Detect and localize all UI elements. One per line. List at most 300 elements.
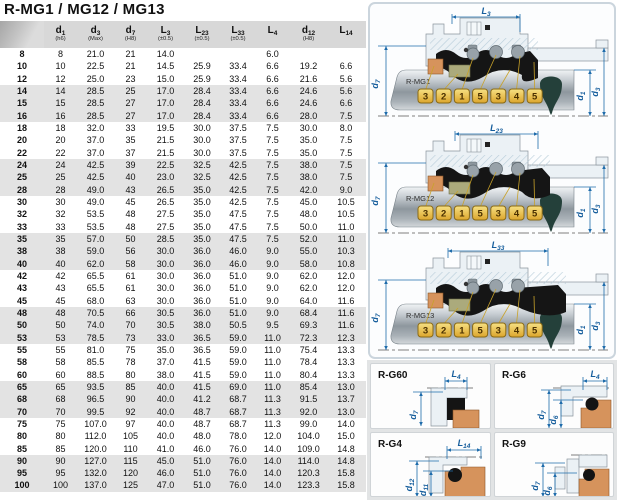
cell-L33: 37.5: [229, 122, 247, 133]
callout-badge: [491, 323, 506, 337]
cell-L23: [184, 48, 220, 60]
cell-L3: 23.0: [156, 172, 175, 183]
cell-d3: 127.0: [84, 455, 107, 466]
cell-d1: 75: [55, 418, 66, 429]
cell-L33: 78.0: [229, 431, 247, 442]
table-row: [0, 282, 366, 294]
cell-d12: 62.0: [299, 270, 318, 281]
cell-L33: 42.5: [229, 159, 247, 170]
cell-size: 40: [16, 258, 27, 269]
cell-L14: 14.0: [337, 418, 355, 429]
cell-L14: 11.6: [337, 307, 355, 318]
cell-d7: 66: [125, 307, 136, 318]
cell-L3: 14.0: [156, 49, 175, 59]
cell-size: 14: [16, 85, 27, 96]
cell-L14: 7.5: [339, 135, 353, 146]
cell-d7: 110: [123, 443, 138, 454]
cell-d12: 85.4: [299, 381, 318, 392]
cell-d1: 80: [55, 431, 66, 442]
cell-L4: 7.5: [266, 221, 279, 232]
cell-L4: 11.0: [264, 381, 281, 392]
table-row: [0, 48, 366, 60]
cell-L4: 7.5: [266, 184, 279, 195]
cell-L23: 30.0: [193, 135, 211, 146]
cell-d3: 93.5: [86, 381, 105, 392]
cell-L33: 33.4: [229, 61, 247, 72]
dim-label-left: $d_{11}$: [418, 483, 430, 496]
cell-L3: 40.0: [156, 394, 175, 405]
table-row: [0, 196, 366, 208]
cell-L33: 46.0: [229, 246, 247, 257]
cell-L33: 69.0: [229, 381, 247, 392]
cell-d1: 25: [55, 172, 66, 183]
dim-label-d3: $d_3$: [590, 204, 602, 214]
cell-L4: 14.0: [263, 443, 282, 454]
callout-badge: [436, 206, 451, 220]
cell-L33: 76.0: [229, 480, 247, 491]
table-row: [0, 147, 366, 159]
cell-d1: 58: [55, 357, 66, 368]
cell-L14: 13.7: [337, 394, 355, 405]
cell-d12: 28.0: [299, 110, 318, 121]
cell-L3: 40.0: [156, 381, 175, 392]
cell-d3: 49.0: [86, 196, 105, 207]
cell-L4: 12.0: [263, 431, 282, 442]
cell-d12: 30.0: [299, 122, 318, 133]
detail-card-R-G9: [494, 432, 615, 498]
cell-L4: 7.5: [266, 196, 279, 207]
cell-d7: 58: [125, 258, 136, 269]
svg-text:1: 1: [459, 208, 465, 220]
table-row: [0, 406, 366, 418]
table-corner-cell: [0, 21, 44, 48]
cell-size: 43: [16, 283, 27, 294]
table-row: [0, 208, 366, 220]
cell-size: 35: [16, 233, 27, 244]
cell-L14: 10.5: [337, 196, 355, 207]
col-header-L4: $L_4$: [267, 25, 278, 37]
cell-L23: 36.0: [193, 246, 211, 257]
cell-d3: 28.5: [86, 98, 105, 109]
callout-badge: [527, 89, 542, 103]
svg-text:3: 3: [422, 325, 429, 337]
cell-size: 10: [16, 61, 27, 72]
table-row: [0, 258, 366, 270]
cell-size: 95: [16, 468, 27, 479]
cell-L23: 36.5: [193, 344, 211, 355]
cell-d12: 120.3: [297, 468, 320, 479]
cell-size: 55: [16, 344, 27, 355]
cell-L4: 6.0: [266, 49, 279, 59]
cell-d1: 28: [55, 184, 66, 195]
cell-L14: 10.8: [337, 258, 355, 269]
cell-L33: 33.4: [229, 98, 247, 109]
cell-d12: 35.0: [299, 135, 318, 146]
cell-L23: 28.4: [193, 85, 211, 96]
callout-badge: [454, 206, 469, 220]
cell-d3: 81.0: [86, 344, 105, 355]
cell-L4: 9.0: [266, 307, 279, 318]
cell-L23: 36.0: [193, 307, 211, 318]
callout-badge: [436, 323, 451, 337]
table-row: [0, 97, 366, 109]
table-row: [0, 319, 366, 331]
table-row: [0, 455, 366, 467]
svg-text:1: 1: [459, 91, 465, 103]
callout-badge: [473, 89, 488, 103]
cell-L4: 14.0: [263, 455, 282, 466]
cell-d1: 55: [55, 344, 66, 355]
cell-L14: 15.0: [337, 431, 355, 442]
cell-L3: 17.0: [156, 98, 175, 109]
cell-L33: 76.0: [229, 455, 247, 466]
cell-L14: 11.6: [337, 320, 355, 331]
cell-L14: 15.8: [337, 480, 355, 491]
cell-L23: 41.5: [193, 357, 211, 368]
cell-d12: 78.4: [299, 357, 318, 368]
table-row: [0, 159, 366, 171]
cell-L33: 33.4: [229, 85, 247, 96]
cell-d1: 35: [55, 233, 66, 244]
cell-size: 8: [19, 49, 25, 59]
cell-L3: 30.5: [156, 320, 175, 331]
table-row: [0, 356, 366, 368]
cell-L23: 35.0: [193, 233, 211, 244]
cell-size: 70: [16, 406, 27, 417]
cell-d7: 43: [125, 184, 136, 195]
cell-L23: 51.0: [193, 480, 211, 491]
col-header-L33: $L_{33}$ (±0.5): [230, 25, 246, 42]
col-header-L23: $L_{23}$ (±0.5): [194, 25, 210, 42]
cell-L4: 6.6: [266, 61, 279, 72]
cell-L33: 68.7: [229, 418, 247, 429]
svg-text:5: 5: [477, 325, 483, 337]
cell-L14: 7.5: [339, 147, 353, 158]
cell-d7: 37: [125, 147, 136, 158]
cell-L3: 30.0: [156, 295, 175, 306]
cell-d1: 24: [55, 159, 66, 170]
cell-L33: 42.5: [229, 184, 247, 195]
svg-text:3: 3: [495, 208, 501, 220]
cell-d1: 8: [57, 49, 63, 59]
cell-d3: 59.0: [86, 246, 105, 257]
cell-size: 75: [16, 418, 27, 429]
cell-L23: 36.0: [193, 270, 211, 281]
cell-size: 20: [16, 135, 27, 146]
table-row: [0, 184, 366, 196]
callout-badge: [527, 323, 542, 337]
cell-d3: 99.5: [86, 406, 105, 417]
cell-d3: 78.5: [86, 332, 105, 343]
cell-L4: 14.0: [263, 468, 282, 479]
cell-size: 38: [16, 246, 27, 257]
cell-L33: 59.0: [229, 344, 247, 355]
svg-text:4: 4: [513, 91, 520, 103]
cell-L33: 76.0: [229, 468, 247, 479]
cell-d7: 40: [125, 172, 136, 183]
cell-L23: 48.7: [193, 418, 211, 429]
dim-label-left: $d_7$: [535, 410, 548, 420]
cell-size: 48: [16, 307, 27, 318]
cell-d3: 62.0: [86, 258, 105, 269]
cell-d1: 50: [55, 320, 66, 331]
table-row: [0, 85, 366, 97]
cell-L33: 37.5: [229, 147, 247, 158]
cell-d7: 48: [125, 209, 136, 220]
table-row: [0, 393, 366, 405]
cell-d3: 53.5: [86, 209, 105, 220]
cell-L14: 10.5: [337, 209, 355, 220]
cell-d1: 12: [55, 73, 66, 84]
cell-d7: 35: [125, 135, 136, 146]
cell-L14: 13.0: [337, 381, 355, 392]
cell-d7: 70: [125, 320, 136, 331]
callout-badge: [418, 89, 433, 103]
dim-label-left: $d_6$: [547, 415, 560, 425]
table-row: [0, 73, 366, 85]
seal-diagram-R-MG13: [370, 238, 614, 355]
cell-L4: 9.5: [266, 320, 279, 331]
detail-card-R-G60: [370, 363, 491, 429]
cell-L3: 30.0: [156, 258, 175, 269]
cell-L4: 11.0: [264, 332, 281, 343]
cell-L23: 36.5: [193, 332, 211, 343]
cell-d7: 90: [125, 394, 136, 405]
cell-d1: 48: [55, 307, 66, 318]
cell-d7: 75: [125, 344, 136, 355]
dimension-table: [0, 21, 366, 492]
cell-d12: 19.2: [299, 61, 318, 72]
svg-text:5: 5: [477, 91, 483, 103]
cell-d3: 65.5: [86, 283, 105, 294]
cell-d12: 69.3: [299, 320, 318, 331]
cell-L33: 68.7: [229, 406, 247, 417]
cell-d7: 85: [125, 381, 136, 392]
cell-d1: 15: [55, 98, 66, 109]
card-label: R-G4: [378, 438, 402, 450]
cell-L3: 30.0: [156, 270, 175, 281]
cell-d1: 40: [55, 258, 66, 269]
callout-badge: [509, 89, 524, 103]
cell-L33: 50.5: [229, 320, 247, 331]
cell-L33: 47.5: [229, 233, 247, 244]
cell-size: 65: [16, 381, 27, 392]
cell-L23: 36.0: [193, 295, 211, 306]
svg-text:5: 5: [477, 208, 483, 220]
table-row: [0, 171, 366, 183]
cell-d12: 114.0: [297, 455, 320, 466]
cell-size: 85: [16, 443, 27, 454]
cell-d1: 60: [55, 369, 66, 380]
cell-d7: 33: [125, 122, 136, 133]
cell-d12: 91.5: [299, 394, 318, 405]
cell-L23: 30.0: [193, 122, 211, 133]
svg-text:2: 2: [441, 208, 447, 220]
dim-label-length: $L_{23}$: [490, 123, 503, 135]
cell-d12: 48.0: [299, 209, 318, 220]
svg-text:4: 4: [513, 208, 520, 220]
cell-L14: 5.6: [339, 73, 353, 84]
cell-d7: 61: [125, 270, 136, 281]
table-row: [0, 467, 366, 479]
cell-d12: 62.0: [299, 283, 318, 294]
cell-d12: 72.3: [299, 332, 318, 343]
cell-size: 15: [16, 98, 27, 109]
cell-d12: 99.0: [299, 418, 318, 429]
cell-d1: 65: [55, 381, 66, 392]
cell-d12: 38.0: [299, 172, 318, 183]
cell-L14: 13.3: [337, 357, 355, 368]
cell-d7: 27: [125, 110, 136, 121]
cell-L3: 35.0: [156, 344, 175, 355]
svg-text:2: 2: [441, 91, 447, 103]
col-header-d3: $d_3$ (Max): [88, 25, 103, 42]
cell-L33: 47.5: [229, 209, 247, 220]
cell-d3: 120.0: [84, 443, 107, 454]
cell-L4: 6.6: [266, 73, 279, 84]
svg-text:5: 5: [532, 325, 538, 337]
cell-L3: 45.0: [156, 455, 175, 466]
cell-d12: [289, 48, 328, 60]
cell-d12: 109.0: [297, 443, 320, 454]
table-row: [0, 221, 366, 233]
diagram-label: R-MG1: [406, 77, 431, 86]
cell-d7: 73: [125, 332, 136, 343]
cell-L4: 11.3: [264, 394, 281, 405]
callout-badge: [418, 323, 433, 337]
cell-L23: 32.5: [193, 172, 211, 183]
cell-d3: 107.0: [84, 418, 107, 429]
page-title: R-MG1 / MG12 / MG13: [4, 1, 165, 18]
cell-L14: 14.8: [337, 443, 355, 454]
cell-L14: 6.6: [339, 61, 353, 72]
cell-d7: 23: [125, 73, 136, 84]
cell-L23: 35.0: [193, 209, 211, 220]
stationary-seat: [428, 293, 443, 308]
cell-L3: 47.0: [156, 480, 175, 491]
cell-d1: 30: [55, 196, 66, 207]
card-label: R-G60: [378, 370, 408, 381]
cell-d7: 97: [125, 418, 136, 429]
cell-d7: 105: [122, 431, 139, 442]
dim-label-d3: $d_3$: [590, 87, 602, 97]
cell-size: 60: [16, 369, 27, 380]
cell-d3: 74.0: [86, 320, 105, 331]
cell-L14: 5.6: [339, 85, 353, 96]
cell-L14: 9.0: [339, 184, 353, 195]
cell-size: 18: [16, 122, 27, 133]
cell-L3: 30.0: [156, 283, 175, 294]
cell-L14: [328, 48, 364, 60]
cell-d12: 75.4: [299, 344, 318, 355]
cell-L14: 7.5: [339, 172, 353, 183]
cell-d12: 123.3: [297, 480, 320, 491]
table-row: [0, 369, 366, 381]
cell-L14: 13.0: [337, 406, 355, 417]
cell-d3: 32.0: [86, 122, 105, 133]
svg-text:5: 5: [532, 208, 538, 220]
table-row: [0, 270, 366, 282]
cell-d7: 63: [125, 295, 136, 306]
cell-L14: 11.6: [337, 295, 355, 306]
cell-d7: 92: [125, 406, 136, 417]
cell-L33: 33.4: [229, 110, 247, 121]
table-row: [0, 122, 366, 134]
cell-d1: 53: [55, 332, 66, 343]
cell-d12: 45.0: [299, 196, 318, 207]
seal-diagram-R-MG12: [370, 121, 614, 238]
cell-L4: 11.3: [264, 406, 281, 417]
detail-card-R-G6: [494, 363, 615, 429]
cell-L23: 28.4: [193, 110, 211, 121]
table-header-row: [0, 21, 366, 48]
cell-L14: 11.0: [337, 221, 355, 232]
col-header-d1: $d_1$ (h6): [55, 25, 66, 42]
cell-d1: 95: [55, 468, 66, 479]
cell-d3: 42.5: [86, 172, 105, 183]
cell-L23: 35.0: [193, 184, 211, 195]
cell-d1: 33: [55, 221, 66, 232]
card-label: R-G6: [501, 370, 526, 381]
card-label: R-G9: [501, 438, 526, 450]
cell-L3: 17.0: [156, 85, 175, 96]
cell-d3: 37.0: [86, 135, 105, 146]
dim-label-top: $L_{14}$: [457, 437, 471, 450]
cell-L33: 42.5: [229, 172, 247, 183]
cell-L3: 17.0: [156, 110, 175, 121]
cell-size: 33: [16, 221, 27, 232]
svg-text:5: 5: [532, 91, 538, 103]
cell-L3: 40.0: [156, 418, 175, 429]
cell-d7: 125: [122, 480, 139, 491]
cell-L14: 14.8: [337, 455, 355, 466]
dim-label-left: $d_7$: [408, 410, 420, 420]
cell-L23: 35.0: [193, 221, 211, 232]
svg-text:3: 3: [422, 91, 429, 103]
dim-label-d3: $d_3$: [590, 321, 602, 331]
dim-label-left: $d_{12}$: [404, 478, 416, 491]
cell-L14: 8.0: [339, 122, 353, 133]
cell-L3: 19.5: [156, 122, 175, 133]
cell-L4: 6.6: [266, 85, 279, 96]
cell-L3: 22.5: [156, 159, 175, 170]
cell-d12: 24.6: [299, 98, 318, 109]
cell-d3: 88.5: [86, 369, 105, 380]
dim-label-d1: $d_1$: [575, 208, 587, 218]
cell-d12: 68.4: [299, 307, 318, 318]
cell-size: 53: [16, 332, 27, 343]
callout-badge: [454, 89, 469, 103]
cell-L33: 59.0: [229, 357, 247, 368]
dim-label-top: $L_4$: [589, 369, 600, 381]
table-row: [0, 307, 366, 319]
cell-d7: 48: [125, 221, 136, 232]
svg-text:3: 3: [495, 325, 501, 337]
cell-L14: 10.3: [337, 246, 355, 257]
cell-L23: 51.0: [193, 455, 211, 466]
cell-d12: 58.0: [299, 258, 318, 269]
cell-L23: 30.0: [193, 147, 211, 158]
cell-size: 58: [16, 357, 27, 368]
seal-diagrams-panel: [368, 2, 616, 359]
col-header-L14: $L_{14}$: [339, 25, 353, 37]
cell-L3: 46.0: [156, 468, 175, 479]
diagram-panel: [367, 0, 617, 500]
cell-d7: 115: [123, 455, 138, 466]
cell-d12: 80.4: [299, 369, 318, 380]
cell-d1: 22: [55, 147, 66, 158]
cell-L23: 51.0: [193, 468, 211, 479]
